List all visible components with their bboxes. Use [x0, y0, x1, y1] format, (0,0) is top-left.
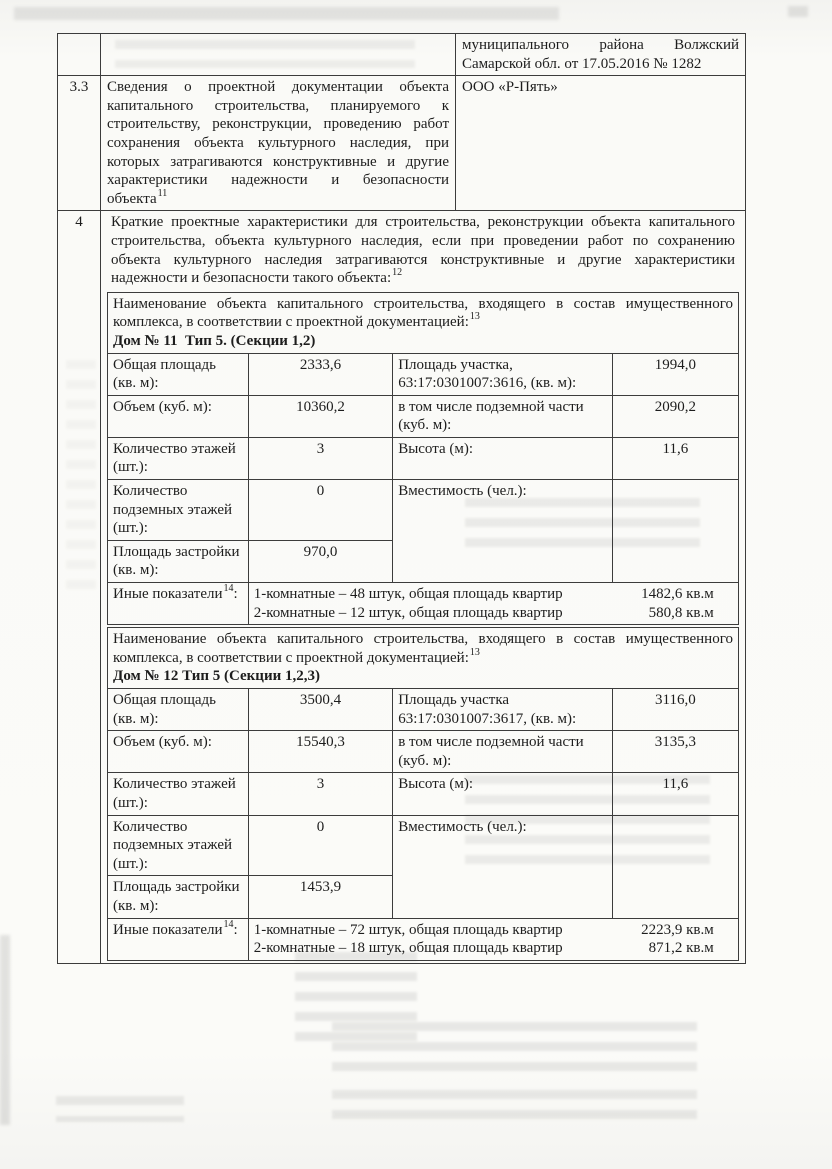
- object-name-header: [108, 628, 739, 689]
- object-name-header: [108, 292, 739, 353]
- table-row: [108, 353, 739, 395]
- table-row: [108, 395, 739, 437]
- house-title: Дом № 11 Тип 5. (Секции 1,2): [113, 332, 316, 349]
- table-row: [108, 731, 739, 773]
- footnote-marker-12: 12: [392, 267, 403, 279]
- header-text: Наименование объекта капитального строительства, входящего в состав имущественного комплекса, в соответствии с проектной документацией:: [113, 631, 733, 666]
- row-4-description-text: Краткие проектные характеристики для строительства, реконструкции объекта капитального строительства, объекта культурного наследия, если при проведении работ по сохранению объекта культурного наследия затрагиваются конструктивные и другие характеристики надежности и безопасности такого объекта:: [111, 214, 735, 287]
- indicator-text: 2-комнатные – 18 штук, общая площадь квартир: [253, 940, 563, 957]
- field-value: 11,6: [612, 773, 738, 815]
- footnote-marker-14: 14: [223, 583, 234, 595]
- field-label: Площадь застройки (кв. м):: [108, 876, 249, 918]
- field-value: 3: [248, 773, 392, 815]
- field-label: Объем (куб. м):: [108, 731, 249, 773]
- field-value: 3116,0: [612, 689, 738, 731]
- field-value: 3500,4: [248, 689, 392, 731]
- field-label: Количество этажей (шт.):: [108, 773, 249, 815]
- row-number: 4: [58, 211, 101, 963]
- field-label: Площадь участка, 63:17:0301007:3616, (кв. м):: [393, 353, 613, 395]
- footnote-marker-11: 11: [157, 187, 168, 199]
- indicator-line: [254, 939, 733, 958]
- object-name-text: [113, 295, 733, 332]
- field-value: 2333,6: [248, 353, 392, 395]
- table-row: [108, 815, 739, 876]
- field-value: [612, 815, 738, 918]
- header-text: Наименование объекта капитального строительства, входящего в состав имущественного комплекса, в соответствии с проектной документацией:: [113, 295, 733, 331]
- field-label: Высота (м):: [393, 437, 613, 479]
- bleed-through-artifact: [788, 6, 808, 17]
- field-value: 3135,3: [612, 731, 738, 773]
- bleed-through-artifact: [332, 1022, 697, 1078]
- footnote-marker-13: 13: [469, 646, 480, 658]
- indicator-line: [254, 585, 733, 604]
- other-indicators-lines: [248, 583, 738, 625]
- bleed-through-artifact: [56, 1096, 184, 1122]
- field-value: 0: [248, 480, 392, 541]
- colon: :: [233, 921, 238, 938]
- row-value: муниципального района Волжский Самарской обл. от 17.05.2016 № 1282: [456, 34, 746, 76]
- row-label: [101, 34, 456, 76]
- field-label: Количество подземных этажей (шт.):: [108, 480, 249, 541]
- other-indicators-label: [108, 918, 249, 960]
- footnote-marker-13: 13: [469, 311, 480, 323]
- field-label: Количество подземных этажей (шт.):: [108, 815, 249, 876]
- table-row: [108, 689, 739, 731]
- field-value: 3: [248, 437, 392, 479]
- indicator-value: 871,2 кв.м: [648, 940, 714, 957]
- field-value: 10360,2: [248, 395, 392, 437]
- table-row-3-3: [58, 76, 746, 211]
- indicator-value: 580,8 кв.м: [648, 604, 714, 621]
- bleed-through-artifact: [0, 935, 10, 1125]
- table-row: [108, 773, 739, 815]
- field-value: 2090,2: [612, 395, 738, 437]
- indicator-value: 1482,6 кв.м: [641, 586, 714, 603]
- field-label: Площадь участка 63:17:0301007:3617, (кв. м):: [393, 689, 613, 731]
- row-label-text: Сведения о проектной документации объекта капитального строительства, планируемого к строительству, реконструкции, проведению работ сохранения объекта культурного наследия, при которых затрагиваются конструктивные и другие характеристики надежности и безопасности объекта: [107, 79, 449, 207]
- permit-details-table: [57, 33, 746, 964]
- indicator-text: 1-комнатные – 48 штук, общая площадь квартир: [253, 586, 563, 603]
- field-label: Общая площадь (кв. м):: [108, 689, 249, 731]
- table-row: [108, 628, 739, 689]
- row-4-content: [101, 211, 746, 963]
- row-number: 3.3: [58, 76, 101, 211]
- field-label: Площадь застройки (кв. м):: [108, 540, 249, 582]
- bleed-through-artifact: [332, 1090, 697, 1126]
- table-row-continuation: [58, 34, 746, 76]
- table-row: [108, 437, 739, 479]
- field-label: в том числе подземной части (куб. м):: [393, 731, 613, 773]
- field-value: [612, 480, 738, 583]
- table-row-4: [58, 211, 746, 963]
- field-label: Общая площадь (кв. м):: [108, 353, 249, 395]
- field-value: 970,0: [248, 540, 392, 582]
- footnote-marker-14: 14: [223, 918, 234, 930]
- colon: :: [233, 586, 238, 603]
- indicator-text: 1-комнатные – 72 штук, общая площадь квартир: [253, 921, 563, 938]
- other-indicators-text: Иные показатели: [113, 586, 223, 603]
- field-value: 15540,3: [248, 731, 392, 773]
- indicator-line: [254, 921, 733, 940]
- field-value: 1453,9: [248, 876, 392, 918]
- table-row: [108, 480, 739, 541]
- field-label: Высота (м):: [393, 773, 613, 815]
- row-label: [101, 76, 456, 211]
- indicator-value: 2223,9 кв.м: [641, 921, 714, 938]
- table-row: [108, 292, 739, 353]
- field-label: Вместимость (чел.):: [393, 480, 613, 583]
- house-title: Дом № 12 Тип 5 (Секции 1,2,3): [113, 668, 320, 685]
- row-4-description: [107, 213, 739, 289]
- other-indicators-label: [108, 583, 249, 625]
- bleed-through-artifact: [295, 952, 417, 1042]
- field-value: 1994,0: [612, 353, 738, 395]
- indicator-text: 2-комнатные – 12 штук, общая площадь квартир: [253, 604, 563, 621]
- indicator-line: [254, 604, 733, 623]
- row-value: ООО «Р-Пять»: [456, 76, 746, 211]
- house-12-table: [107, 627, 739, 961]
- other-indicators-text: Иные показатели: [113, 921, 223, 938]
- field-label: Вместимость (чел.):: [393, 815, 613, 918]
- row-number: [58, 34, 101, 76]
- field-label: в том числе подземной части (куб. м):: [393, 395, 613, 437]
- table-row: [108, 583, 739, 625]
- field-value: 11,6: [612, 437, 738, 479]
- field-value: 0: [248, 815, 392, 876]
- house-11-table: [107, 292, 739, 626]
- table-row: [108, 918, 739, 960]
- field-label: Количество этажей (шт.):: [108, 437, 249, 479]
- bleed-through-artifact: [14, 7, 559, 20]
- other-indicators-lines: [248, 918, 738, 960]
- field-label: Объем (куб. м):: [108, 395, 249, 437]
- object-name-text: [113, 630, 733, 667]
